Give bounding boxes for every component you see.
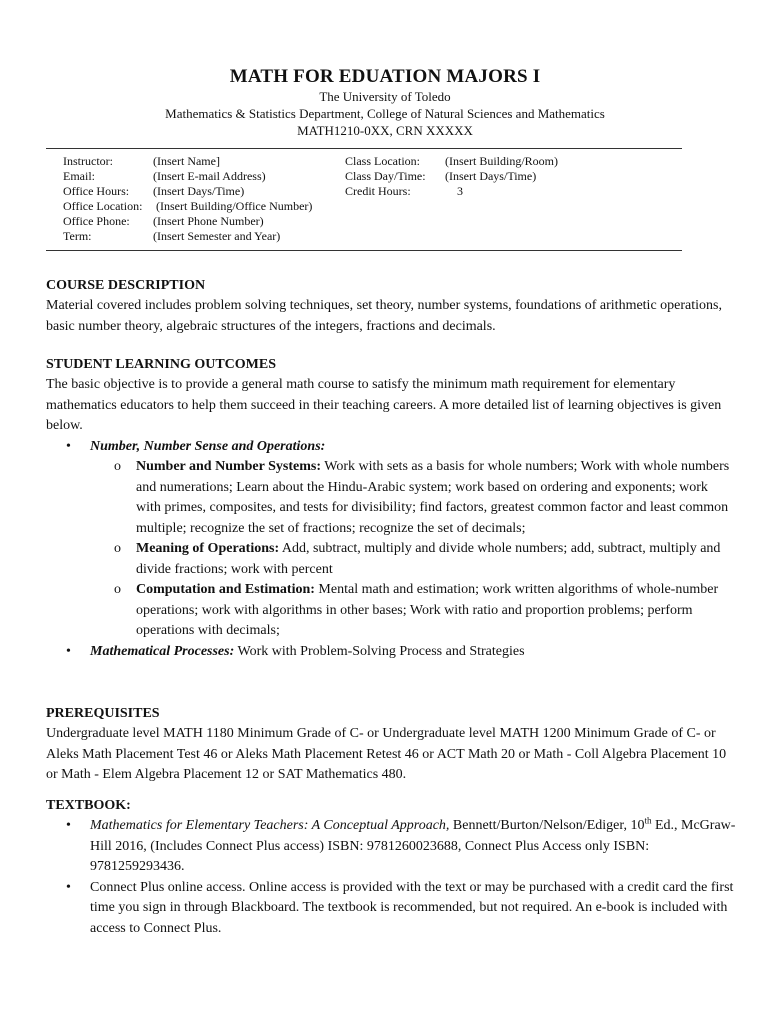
info-row-term xyxy=(63,229,312,244)
course-description-heading: COURSE DESCRIPTION xyxy=(46,278,206,293)
info-row-office-location xyxy=(63,199,312,214)
office-phone-label: Office Phone: xyxy=(63,214,130,228)
instructor-value: (Insert Name] xyxy=(153,154,220,168)
document-title: MATH FOR EDUATION MAJORS I xyxy=(229,66,541,87)
class-time-label: Class Day/Time: xyxy=(345,169,426,183)
circle-bullet-icon: o xyxy=(114,541,121,556)
office-hours-label: Office Hours: xyxy=(63,184,130,198)
class-time-value: (Insert Days/Time) xyxy=(445,169,537,183)
textbook-section xyxy=(46,796,736,939)
prerequisites-heading: PREREQUISITES xyxy=(46,706,160,721)
number-systems-title: Number and Number Systems: xyxy=(136,459,321,474)
office-phone-value: (Insert Phone Number) xyxy=(153,214,264,228)
prerequisites-section xyxy=(46,704,736,786)
list-item xyxy=(46,878,736,940)
course-code: MATH1210-0XX, CRN XXXXX xyxy=(297,123,473,138)
connect-plus-text: Connect Plus online access. Online access is provided with the text or may be purchased with a credit card the first time you sign in through Blackboard. The textbook is recommended, but not required. An e-book is included with access to Connect Plus. xyxy=(90,879,734,936)
instructor-info xyxy=(63,154,312,244)
office-location-label: Office Location: xyxy=(63,199,143,213)
number-systems-text: Work with sets as a basis for whole numbers; Work with whole numbers and numerations; Learn about the Hindu-Arabic system; work based on ordering and exponents; work with primes, composites, and tests for divisibility; find factors, greatest common factor and least common multiple; recognize the set of fractions; recognize the set of decimals; xyxy=(136,459,730,536)
info-row-credit-hours xyxy=(345,184,558,199)
info-row-instructor xyxy=(63,154,312,169)
outcome-number-sense-title: Number, Number Sense and Operations: xyxy=(90,438,326,454)
list-item xyxy=(90,457,736,539)
learning-outcomes-heading: STUDENT LEARNING OUTCOMES xyxy=(46,357,277,372)
course-description-section xyxy=(46,276,736,337)
list-item xyxy=(46,642,736,663)
bullet-icon: • xyxy=(66,438,71,454)
operations-title: Meaning of Operations: xyxy=(136,541,280,556)
top-divider xyxy=(46,148,682,149)
textbook-title: Mathematics for Elementary Teachers: A Conceptual Approach, xyxy=(90,818,450,833)
credit-hours-label: Credit Hours: xyxy=(345,184,411,198)
prerequisites-text: Undergraduate level MATH 1180 Minimum Grade of C- or Undergraduate level MATH 1200 Minimum Grade of C- or Aleks Math Placement Test 46 or Aleks Math Placement Retest 46 or ACT Math 20 or Math - Coll Algebra Placement 10 or Math - Elem Algebra Placement 12 or SAT Mathematics 480. xyxy=(46,726,727,782)
outcomes-list xyxy=(46,437,736,663)
bullet-icon: • xyxy=(66,643,71,659)
office-location-value: (Insert Building/Office Number) xyxy=(153,199,313,213)
edition-superscript: th xyxy=(644,815,652,826)
list-item xyxy=(90,580,736,642)
course-description-text: Material covered includes problem solving techniques, set theory, number systems, foundations of arithmetic operations, basic number theory, algebraic structures of the integers, fractions and decimals. xyxy=(46,298,722,334)
learning-outcomes-intro: The basic objective is to provide a general math course to satisfy the minimum math requirement for elementary mathematics educators to help them succeed in their teaching careers. A more detailed list of learning objectives is given below. xyxy=(46,377,722,433)
textbook-list xyxy=(46,816,736,939)
bullet-icon: • xyxy=(66,818,71,833)
term-value: (Insert Semester and Year) xyxy=(153,229,281,243)
list-item xyxy=(46,437,736,642)
computation-title: Computation and Estimation: xyxy=(136,582,315,597)
bullet-icon: • xyxy=(66,879,71,895)
textbook-details: Ed., McGraw-Hill 2016, (Includes Connect Plus access) ISBN: 9781260023688, Connect Plus Access only ISBN: 9781259293436. xyxy=(90,818,736,874)
list-item xyxy=(46,816,736,878)
term-label: Term: xyxy=(63,229,92,243)
circle-bullet-icon: o xyxy=(114,582,121,597)
info-row-office-hours xyxy=(63,184,312,199)
textbook-authors: Bennett/Burton/Nelson/Ediger, 10 xyxy=(449,818,645,833)
mathematical-processes-text: Work with Problem-Solving Process and Strategies xyxy=(234,643,525,659)
credit-hours-value: 3 xyxy=(445,184,463,198)
university-name: The University of Toledo xyxy=(319,89,451,104)
operations-text: Add, subtract, multiply and divide whole numbers; add, subtract, multiply and divide fractions; work with percent xyxy=(136,541,721,577)
info-row-class-location xyxy=(345,154,558,169)
office-hours-value: (Insert Days/Time) xyxy=(153,184,245,198)
class-info xyxy=(345,154,558,199)
circle-bullet-icon: o xyxy=(114,459,121,474)
list-item xyxy=(90,539,736,580)
instructor-label: Instructor: xyxy=(63,154,113,168)
computation-text: Mental math and estimation; work written algorithms of whole-number operations; work with algorithms in other bases; Work with ratio and proportion problems; perform operations with decimals; xyxy=(136,582,719,638)
number-sense-sublist xyxy=(90,457,736,642)
learning-outcomes-section xyxy=(46,355,736,662)
email-value: (Insert E-mail Address) xyxy=(153,169,266,183)
textbook-heading: TEXTBOOK: xyxy=(46,798,131,813)
department-name: Mathematics & Statistics Department, College of Natural Sciences and Mathematics xyxy=(165,106,605,121)
mathematical-processes-title: Mathematical Processes: xyxy=(90,643,235,659)
bottom-divider xyxy=(46,250,682,251)
info-row-class-time xyxy=(345,169,558,184)
class-location-label: Class Location: xyxy=(345,154,420,168)
email-label: Email: xyxy=(63,169,95,183)
info-row-email xyxy=(63,169,312,184)
class-location-value: (Insert Building/Room) xyxy=(445,154,558,168)
info-row-office-phone xyxy=(63,214,312,229)
